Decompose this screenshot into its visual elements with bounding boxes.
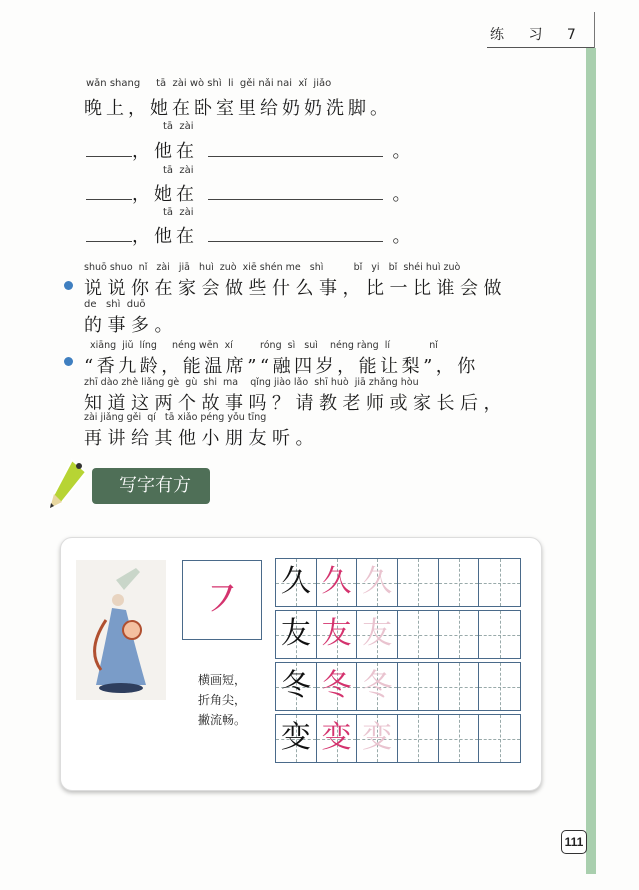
activity-blank[interactable] (208, 227, 383, 242)
practice-character: 久 (321, 564, 352, 599)
tip-line: 折角尖， (198, 693, 247, 707)
period: 。 (392, 141, 415, 162)
practice-row (275, 662, 521, 711)
activity-blank[interactable] (208, 185, 383, 200)
writing-tips (198, 670, 268, 730)
comma: ， (132, 141, 154, 162)
model-character-cell (276, 611, 317, 658)
practice-character: 变 (321, 720, 352, 755)
practice-row (275, 714, 521, 763)
time-blank[interactable] (86, 227, 132, 242)
empty-practice-cell[interactable] (398, 559, 439, 606)
model-character-cell (357, 663, 398, 710)
blank-pinyin: tā zài (163, 121, 194, 132)
blank-pinyin: tā zài (163, 207, 194, 218)
tip-line: 撇流畅。 (198, 713, 247, 727)
time-blank[interactable] (86, 142, 132, 157)
stroke-example-box: ㇇ (182, 560, 262, 640)
bullet-1-pinyin-1: shuō shuo nǐ zài jiā huì zuò xiē shén me shì bǐ yi bǐ shéi huì zuò (84, 262, 461, 273)
bullet-icon (64, 281, 73, 290)
page-number: 111 (561, 830, 587, 854)
empty-practice-cell[interactable] (398, 611, 439, 658)
bullet-2-pinyin-2: zhī dào zhè liǎng gè gù shi ma qǐng jiào lǎo shī huò jiā zhǎng hòu (84, 377, 419, 388)
bullet-2-pinyin-1: xiāng jiǔ líng néng wēn xí róng sì suì néng ràng lí nǐ (84, 340, 438, 351)
model-character-cell (357, 559, 398, 606)
practice-character: 久 (280, 564, 311, 599)
practice-character: 冬 (362, 668, 393, 703)
empty-practice-cell[interactable] (398, 663, 439, 710)
model-character-cell (317, 663, 358, 710)
period: 。 (392, 184, 415, 205)
model-character-cell (317, 715, 358, 762)
example-sentence: 晚上，她在卧室里给奶奶洗脚。 (84, 98, 392, 119)
header-divider (594, 12, 595, 50)
empty-practice-cell[interactable] (439, 611, 480, 658)
practice-row (275, 610, 521, 659)
bullet-1-pinyin-2: de shì duō (84, 299, 146, 310)
model-character-cell (276, 559, 317, 606)
empty-practice-cell[interactable] (439, 663, 480, 710)
model-character-cell (317, 611, 358, 658)
blank-pinyin: tā zài (163, 165, 194, 176)
practice-character: 冬 (280, 668, 311, 703)
practice-character: 友 (362, 616, 393, 651)
activity-blank[interactable] (208, 142, 383, 157)
subject-text: 他在 (154, 226, 198, 247)
section-banner: 写字有方 (92, 468, 210, 504)
empty-practice-cell[interactable] (479, 663, 520, 710)
bullet-1-line-1: 说说你在家会做些什么事，比一比谁会做 (84, 278, 507, 299)
empty-practice-cell[interactable] (398, 715, 439, 762)
comma: ， (132, 184, 154, 205)
pencil-icon (48, 458, 88, 510)
bullet-1-line-2: 的事多。 (84, 315, 178, 336)
practice-character: 久 (362, 564, 393, 599)
practice-row (275, 558, 521, 607)
practice-character: 冬 (321, 668, 352, 703)
bullet-2-line-3: 再讲给其他小朋友听。 (84, 428, 319, 449)
empty-practice-cell[interactable] (479, 559, 520, 606)
header-rule (487, 47, 595, 48)
bullet-2-line-2: 知道这两个故事吗？请教老师或家长后， (84, 393, 507, 414)
bullet-2-line-1: “香九龄，能温席”“融四岁，能让梨”，你 (84, 356, 479, 377)
subject-text: 他在 (154, 141, 198, 162)
page-edge-strip (586, 48, 596, 874)
time-blank[interactable] (86, 185, 132, 200)
model-character-cell (276, 663, 317, 710)
model-character-cell (276, 715, 317, 762)
bullet-icon (64, 357, 73, 366)
example-pinyin: wǎn shang tā zài wò shì li gěi nǎi nai xǐ jiǎo (86, 78, 332, 89)
model-character-cell (317, 559, 358, 606)
empty-practice-cell[interactable] (439, 715, 480, 762)
practice-character: 变 (362, 720, 393, 755)
bullet-2-pinyin-3: zài jiǎng gěi qí tā xiǎo péng yǒu tīng (84, 412, 267, 423)
period: 。 (392, 226, 415, 247)
empty-practice-cell[interactable] (479, 715, 520, 762)
empty-practice-cell[interactable] (479, 611, 520, 658)
practice-character: 友 (321, 616, 352, 651)
subject-text: 她在 (154, 184, 198, 205)
dancer-illustration (76, 560, 166, 700)
comma: ， (132, 226, 154, 247)
tip-line: 横画短， (198, 673, 247, 687)
model-character-cell (357, 715, 398, 762)
empty-practice-cell[interactable] (439, 559, 480, 606)
practice-character: 友 (280, 616, 311, 651)
practice-character: 变 (280, 720, 311, 755)
page-header-title: 练 习 7 (490, 27, 586, 43)
model-character-cell (357, 611, 398, 658)
